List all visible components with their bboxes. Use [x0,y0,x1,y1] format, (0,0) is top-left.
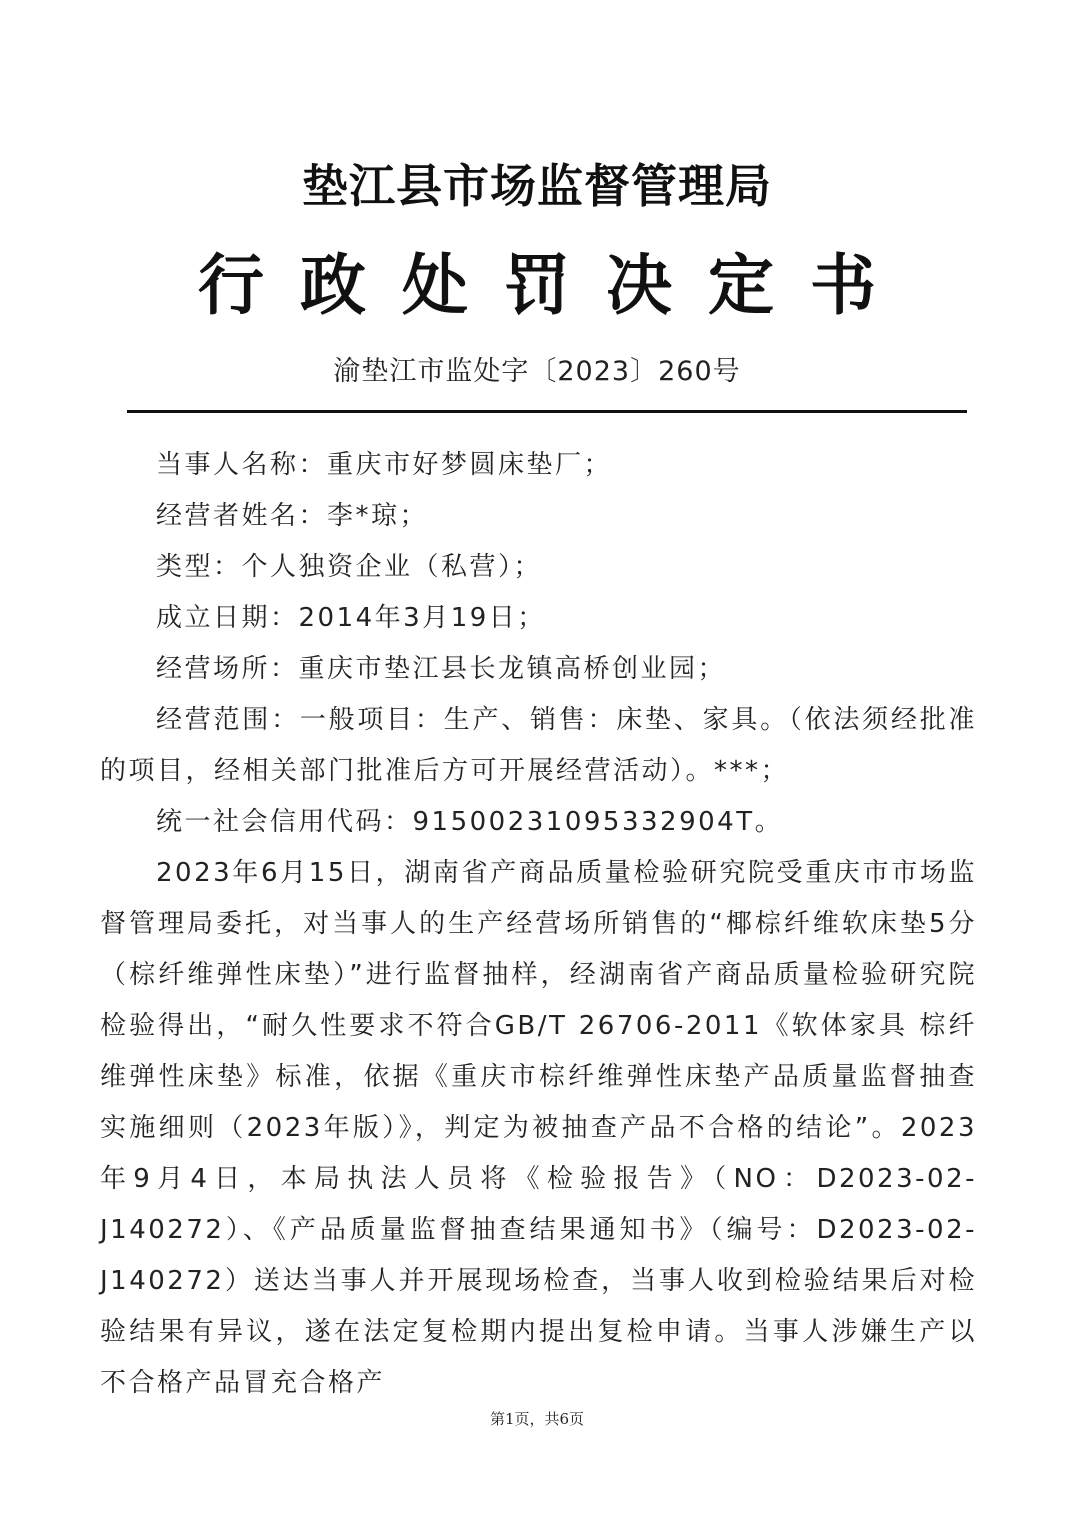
document-body [100,440,977,1409]
document-number: 渝垫江市监处字〔2023〕260号 [333,356,741,387]
established-date: 成立日期：2014年3月19日； [156,603,546,633]
entity-type: 类型：个人独资企业（私营）； [156,552,543,582]
operator-name: 经营者姓名：李*琼； [156,501,429,531]
document-type-title: 行政处罚决定书 [198,246,912,324]
header-divider [127,410,967,413]
business-premises: 经营场所：重庆市垫江县长龙镇高桥创业园； [156,654,727,684]
party-name: 当事人名称：重庆市好梦圆床垫厂； [156,450,613,480]
facts-paragraph: 2023年6月15日，湖南省产商品质量检验研究院受重庆市市场监督管理局委托，对当事人的生产经营场所销售的“椰棕纤维软床垫5分（棕纤维弹性床垫）”进行监督抽样，经湖南省产商品质量检验研究院检验得出，“耐久性要求不符合GB/T 26706-2011《软体家具 棕纤维弹性床垫》标准，依据《重庆市棕纤维弹性床垫产品质量监督抽查实施细则（2023年版）》，判定为被抽查产品不合格的结论”。2023年9月4日，本局执法人员将《检验报告》（NO：D2023-02-J140272）、《产品质量监督抽查结果通知书》（编号：D2023-02-J140272）送达当事人并开展现场检查，当事人收到检验结果后对检验结果有异议，遂在法定复检期内提出复检申请。当事人涉嫌生产以不合格产品冒充合格产 [100,858,977,1398]
page-number: 第1页，共6页 [489,1410,585,1428]
agency-title: 垫江县市场监督管理局 [302,159,772,213]
credit-code: 统一社会信用代码：91500231095332904T。 [156,807,784,837]
business-scope: 经营范围：一般项目：生产、销售：床垫、家具。（依法须经批准的项目，经相关部门批准后方可开展经营活动）。***； [100,705,977,786]
